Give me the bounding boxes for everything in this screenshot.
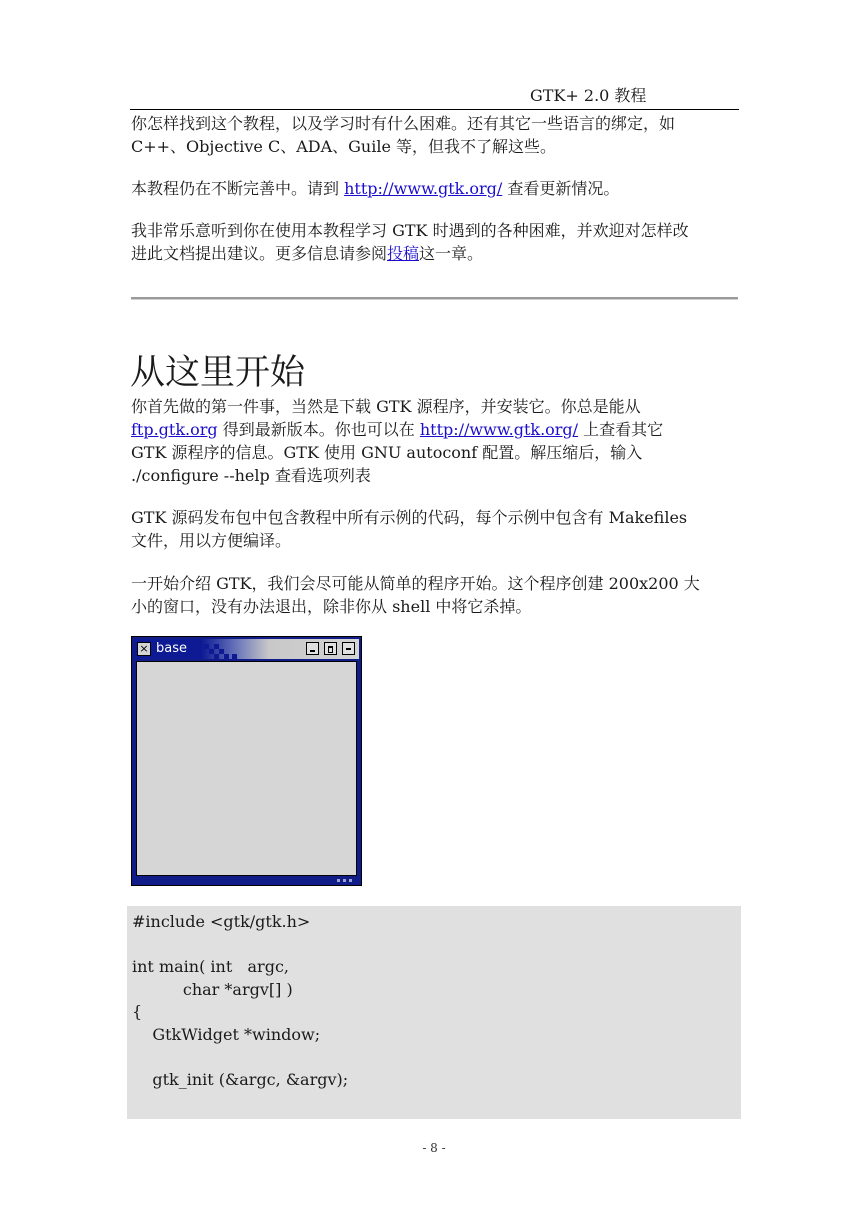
window-titlebar bbox=[134, 639, 359, 659]
code-line: char *argv[] ) bbox=[132, 980, 293, 999]
text-line: GTK 源码发布包中包含教程中所有示例的代码，每个示例中包含有 Makefiles bbox=[131, 508, 688, 527]
running-header: GTK+ 2.0 教程 bbox=[530, 86, 647, 105]
code-line: gtk_init (&argc, &argv); bbox=[132, 1070, 349, 1089]
text-line: 我非常乐意听到你在使用本教程学习 GTK 时遇到的各种困难，并欢迎对怎样改 bbox=[131, 221, 689, 240]
section-divider bbox=[131, 297, 738, 300]
section-paragraph-2 bbox=[131, 506, 741, 552]
ftp-link[interactable]: ftp.gtk.org bbox=[131, 420, 218, 439]
close-icon: × bbox=[137, 642, 151, 656]
code-line: #include <gtk/gtk.h> bbox=[132, 912, 311, 931]
text-line: 一开始介绍 GTK，我们会尽可能从简单的程序开始。这个程序创建 200x200 大 bbox=[131, 574, 700, 593]
titlebar-pattern bbox=[204, 644, 240, 660]
resize-grip-icon bbox=[337, 879, 353, 883]
intro-paragraph-3 bbox=[131, 219, 741, 265]
contribute-link[interactable]: 投稿 bbox=[387, 244, 420, 263]
shade-icon bbox=[342, 642, 355, 655]
gtk-website-link[interactable]: http://www.gtk.org/ bbox=[419, 420, 579, 439]
page-number: - 8 - bbox=[422, 1141, 446, 1155]
text-run: 得到最新版本。你也可以在 bbox=[217, 420, 420, 439]
text-line: 你怎样找到这个教程，以及学习时有什么困难。还有其它一些语言的绑定，如 bbox=[131, 114, 676, 133]
code-block bbox=[127, 906, 741, 1119]
intro-paragraph-2 bbox=[131, 177, 741, 200]
text-line: 文件，用以方便编译。 bbox=[131, 531, 292, 550]
text-run: 上查看其它 bbox=[578, 420, 664, 439]
text-run: 本教程仍在不断完善中。请到 bbox=[131, 179, 345, 198]
text-line: 你首先做的第一件事，当然是下载 GTK 源程序，并安装它。你总是能从 bbox=[131, 397, 641, 416]
text-run: 查看更新情况。 bbox=[502, 179, 620, 198]
intro-paragraph-1 bbox=[131, 112, 741, 158]
code-line: GtkWidget *window; bbox=[132, 1025, 321, 1044]
example-window-screenshot bbox=[131, 636, 362, 886]
text-line: 小的窗口，没有办法退出，除非你从 shell 中将它杀掉。 bbox=[131, 597, 532, 616]
text-line bbox=[131, 418, 741, 441]
maximize-icon bbox=[324, 642, 337, 655]
text-line: C++、Objective C、ADA、Guile 等，但我不了解这些。 bbox=[131, 137, 557, 156]
code-line: int main( int argc, bbox=[132, 957, 289, 976]
text-line: ./configure --help 查看选项列表 bbox=[131, 466, 371, 485]
window-client-area bbox=[136, 661, 357, 876]
window-title: base bbox=[156, 641, 187, 656]
text-line bbox=[131, 242, 741, 265]
minimize-icon bbox=[306, 642, 319, 655]
code-line: { bbox=[132, 1002, 143, 1021]
section-paragraph-3 bbox=[131, 572, 741, 618]
section-title: 从这里开始 bbox=[130, 353, 306, 394]
text-run: 进此文档提出建议。更多信息请参阅 bbox=[131, 244, 388, 263]
text-line: GTK 源程序的信息。GTK 使用 GNU autoconf 配置。解压缩后，输入 bbox=[131, 443, 643, 462]
gtk-website-link[interactable]: http://www.gtk.org/ bbox=[344, 179, 503, 198]
section-paragraph-1 bbox=[131, 395, 741, 487]
text-run: 这一章。 bbox=[419, 244, 484, 263]
header-divider bbox=[130, 109, 739, 110]
